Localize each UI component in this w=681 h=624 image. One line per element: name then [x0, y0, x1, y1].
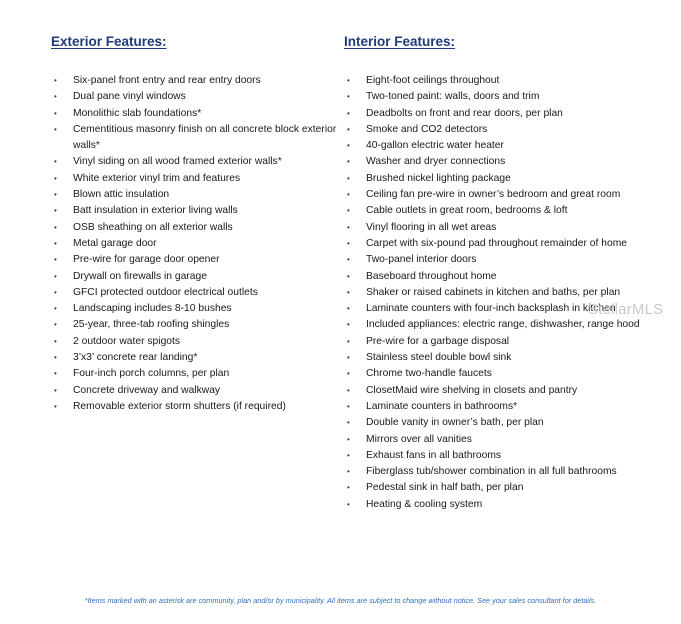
bullet-icon: • [347, 336, 350, 346]
feature-item [344, 236, 674, 252]
feature-item [51, 269, 341, 285]
feature-item [51, 220, 341, 236]
feature-item-text: Ceiling fan pre-wire in owner’s bedroom and great room [366, 189, 621, 201]
bullet-icon: • [347, 304, 350, 314]
bullet-icon: • [347, 434, 350, 444]
feature-item-text: Concrete driveway and walkway [73, 384, 221, 396]
bullet-icon: • [347, 141, 350, 151]
feature-item-text: Mirrors over all vanities [366, 433, 472, 445]
bullet-icon: • [54, 173, 57, 183]
feature-item [344, 334, 674, 350]
feature-item [344, 366, 674, 382]
feature-item-text: Carpet with six-pound pad throughout remainder of home [366, 237, 628, 249]
bullet-icon: • [347, 418, 350, 428]
feature-item [51, 383, 341, 399]
feature-item [344, 269, 674, 285]
feature-item [344, 497, 674, 513]
bullet-icon: • [347, 124, 350, 134]
bullet-icon: • [54, 222, 57, 232]
feature-item [344, 138, 674, 154]
bullet-icon: • [347, 467, 350, 477]
bullet-icon: • [54, 206, 57, 216]
feature-item-text: 40-gallon electric water heater [366, 140, 504, 152]
bullet-icon: • [54, 369, 57, 379]
feature-item-text: Cementitious masonry finish on all concrete block exterior walls* [73, 123, 337, 152]
feature-item [344, 106, 674, 122]
bullet-icon: • [347, 369, 350, 379]
bullet-icon: • [54, 320, 57, 330]
feature-item-text: Two-toned paint: walls, doors and trim [366, 91, 540, 103]
exterior-features-list [51, 73, 341, 415]
feature-item-text: Pre-wire for garage door opener [73, 254, 220, 266]
bullet-icon: • [54, 190, 57, 200]
feature-item [344, 252, 674, 268]
feature-item [51, 366, 341, 382]
feature-item-text: OSB sheathing on all exterior walls [73, 221, 233, 233]
bullet-icon: • [347, 483, 350, 493]
bullet-icon: • [54, 287, 57, 297]
feature-item-text: Shaker or raised cabinets in kitchen and baths, per plan [366, 286, 621, 298]
exterior-features-heading: Exterior Features: [51, 34, 167, 49]
stellarmls-watermark: StellarMLS [588, 301, 664, 318]
feature-item [344, 448, 674, 464]
bullet-icon: • [54, 108, 57, 118]
feature-item [344, 285, 674, 301]
feature-item-text: Chrome two-handle faucets [366, 368, 492, 380]
feature-item [51, 187, 341, 203]
bullet-icon: • [347, 92, 350, 102]
bullet-icon: • [347, 157, 350, 167]
feature-item-text: Drywall on firewalls in garage [73, 270, 207, 282]
bullet-icon: • [54, 238, 57, 248]
bullet-icon: • [54, 76, 57, 85]
bullet-icon: • [54, 157, 57, 167]
bullet-icon: • [347, 271, 350, 281]
feature-item-text: ClosetMaid wire shelving in closets and pantry [366, 384, 578, 396]
bullet-icon: • [54, 385, 57, 395]
feature-item [344, 187, 674, 203]
bullet-icon: • [347, 353, 350, 363]
footnote: *Items marked with an asterisk are community, plan and/or by municipality. All items are subject to change without notice. See your sales consultant for details. [84, 596, 597, 605]
feature-item-text: Laminate counters with four-inch backsplash in kitchen [366, 303, 616, 315]
bullet-icon: • [347, 255, 350, 265]
feature-item-text: Vinyl flooring in all wet areas [366, 221, 497, 233]
exterior-features-section [51, 32, 341, 415]
feature-item [51, 350, 341, 366]
feature-item [51, 122, 341, 155]
feature-item-text: Included appliances: electric range, dishwasher, range hood [366, 319, 640, 331]
bullet-icon: • [347, 173, 350, 183]
feature-item-text: White exterior vinyl trim and features [73, 172, 241, 184]
bullet-icon: • [347, 238, 350, 248]
interior-features-list [344, 73, 674, 513]
feature-item [344, 464, 674, 480]
feature-item-text: Two-panel interior doors [366, 254, 477, 266]
feature-item-text: Blown attic insulation [73, 189, 170, 201]
bullet-icon: • [347, 206, 350, 216]
feature-item [344, 317, 674, 333]
feature-item-text: Laminate counters in bathrooms* [366, 400, 518, 412]
bullet-icon: • [54, 304, 57, 314]
feature-item-text: GFCI protected outdoor electrical outlets [73, 286, 258, 298]
feature-item [344, 154, 674, 170]
feature-item [344, 73, 674, 89]
feature-item-text: Landscaping includes 8-10 bushes [73, 303, 232, 315]
feature-item [344, 171, 674, 187]
bullet-icon: • [54, 401, 57, 411]
feature-item [344, 415, 674, 431]
bullet-icon: • [347, 499, 350, 509]
bullet-icon: • [347, 287, 350, 297]
bullet-icon: • [54, 336, 57, 346]
feature-item-text: Monolithic slab foundations* [73, 107, 202, 119]
feature-item-text: Eight-foot ceilings throughout [366, 75, 500, 86]
bullet-icon: • [347, 222, 350, 232]
feature-item-text: Batt insulation in exterior living walls [73, 205, 238, 217]
feature-item [51, 301, 341, 317]
bullet-icon: • [54, 271, 57, 281]
feature-item-text: Pre-wire for a garbage disposal [366, 335, 510, 347]
feature-item [344, 89, 674, 105]
feature-item-text: Pedestal sink in half bath, per plan [366, 482, 524, 494]
feature-item-text: Four-inch porch columns, per plan [73, 368, 230, 380]
feature-item [51, 317, 341, 333]
feature-item [51, 106, 341, 122]
feature-item [344, 203, 674, 219]
bullet-icon: • [54, 92, 57, 102]
feature-item [344, 122, 674, 138]
feature-item-text: Removable exterior storm shutters (if required) [73, 400, 286, 412]
bullet-icon: • [347, 76, 350, 85]
feature-item-text: Metal garage door [73, 237, 157, 249]
feature-item-text: Fiberglass tub/shower combination in all full bathrooms [366, 466, 617, 478]
interior-features-heading: Interior Features: [344, 34, 456, 49]
feature-item [344, 350, 674, 366]
feature-item [51, 252, 341, 268]
feature-item [51, 236, 341, 252]
feature-item-text: Stainless steel double bowl sink [366, 352, 512, 364]
feature-item-text: Six-panel front entry and rear entry doors [73, 75, 261, 86]
feature-item-text: Double vanity in owner’s bath, per plan [366, 417, 544, 429]
feature-item-text: Washer and dryer connections [366, 156, 506, 168]
feature-item [51, 89, 341, 105]
bullet-icon: • [54, 353, 57, 363]
feature-item [51, 285, 341, 301]
bullet-icon: • [347, 385, 350, 395]
feature-item-text: 25-year, three-tab roofing shingles [73, 319, 230, 331]
bullet-icon: • [347, 450, 350, 460]
feature-item [51, 73, 341, 89]
feature-item-text: 2 outdoor water spigots [73, 335, 181, 347]
feature-item [344, 220, 674, 236]
feature-item-text: Deadbolts on front and rear doors, per plan [366, 107, 563, 119]
feature-item [344, 432, 674, 448]
feature-item-text: Exhaust fans in all bathrooms [366, 449, 502, 461]
feature-item [51, 203, 341, 219]
bullet-icon: • [347, 320, 350, 330]
bullet-icon: • [347, 108, 350, 118]
bullet-icon: • [54, 255, 57, 265]
feature-item-text: Vinyl siding on all wood framed exterior walls* [73, 156, 282, 168]
feature-item-text: Brushed nickel lighting package [366, 172, 511, 184]
feature-item [344, 480, 674, 496]
feature-item-text: Cable outlets in great room, bedrooms & loft [366, 205, 568, 217]
feature-item-text: Dual pane vinyl windows [73, 91, 186, 103]
feature-item [344, 383, 674, 399]
feature-item [51, 399, 341, 415]
feature-item [51, 171, 341, 187]
feature-item-text: Smoke and CO2 detectors [366, 123, 488, 135]
bullet-icon: • [347, 190, 350, 200]
bullet-icon: • [54, 124, 57, 134]
feature-item-text: Heating & cooling system [366, 498, 483, 510]
feature-item-text: 3’x3’ concrete rear landing* [73, 352, 198, 364]
feature-item [51, 334, 341, 350]
feature-item [51, 154, 341, 170]
interior-features-section [344, 32, 674, 513]
bullet-icon: • [347, 401, 350, 411]
feature-item-text: Baseboard throughout home [366, 270, 497, 282]
feature-item [344, 399, 674, 415]
